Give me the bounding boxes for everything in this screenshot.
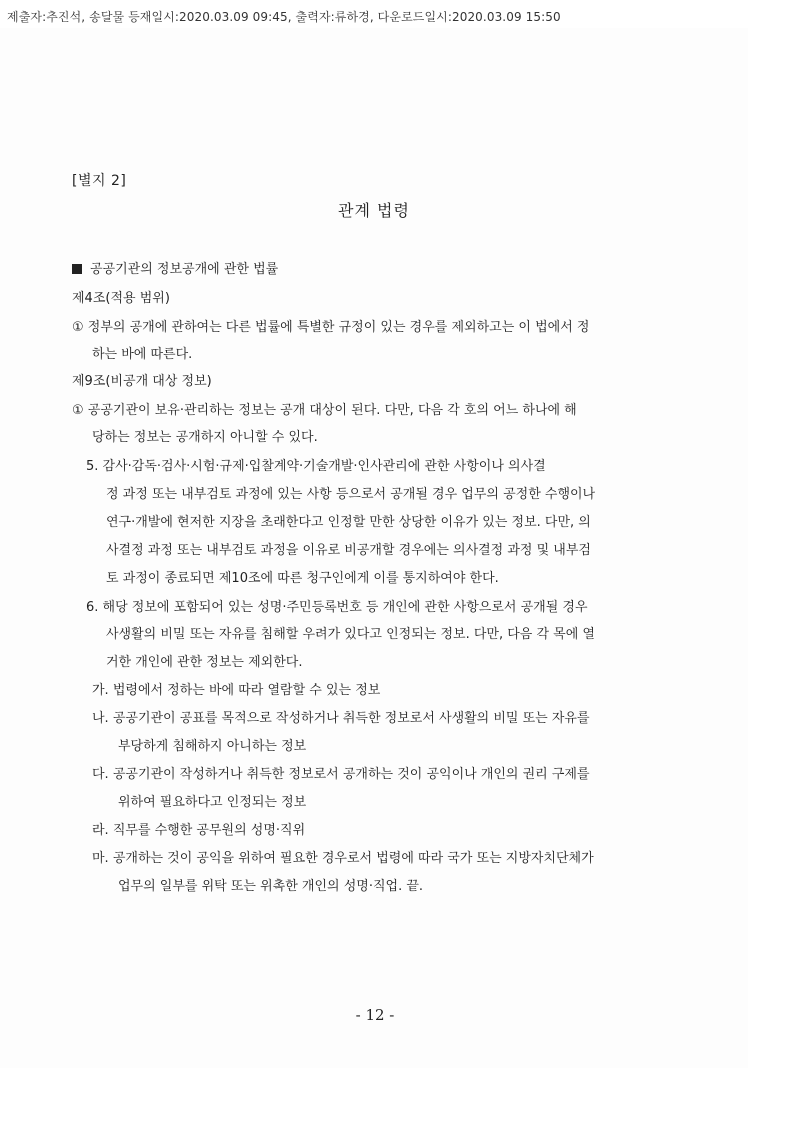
item-line: 5. 감사·감독·검사·시험·규제·입찰계약·기술개발·인사관리에 관한 사항이나 의사결 <box>86 459 546 474</box>
item-line: 토 과정이 종료되면 제10조에 따른 청구인에게 이를 통지하여야 한다. <box>106 571 499 586</box>
paragraph-line: 당하는 정보는 공개하지 아니할 수 있다. <box>92 430 318 445</box>
section-heading <box>72 258 278 277</box>
item-line: 거한 개인에 관한 정보는 제외한다. <box>106 655 303 670</box>
paragraph-line: 하는 바에 따른다. <box>92 347 193 362</box>
subitem-line: 라. 직무를 수행한 공무원의 성명·직위 <box>92 823 306 838</box>
black-square-bullet-icon <box>72 264 82 274</box>
print-metadata-header: 제출자:추진석, 송달물 등재일시:2020.03.09 09:45, 출력자:류하경, 다운로드일시:2020.03.09 15:50 <box>7 10 561 24</box>
item-line: 연구·개발에 현저한 지장을 초래한다고 인정할 만한 상당한 이유가 있는 정보. 다만, 의 <box>106 515 591 530</box>
article-heading: 제4조(적용 범위) <box>72 291 170 306</box>
item-line: 사생활의 비밀 또는 자유를 침해할 우려가 있다고 인정되는 정보. 다만, 다음 각 목에 열 <box>106 627 595 642</box>
section-heading-text: 공공기관의 정보공개에 관한 법률 <box>90 262 279 277</box>
item-line: 사결정 과정 또는 내부검토 과정을 이유로 비공개할 경우에는 의사결정 과정 및 내부검 <box>106 543 591 558</box>
page-number: - 12 - <box>355 1006 395 1024</box>
subitem-line: 가. 법령에서 정하는 바에 따라 열람할 수 있는 정보 <box>92 683 381 698</box>
document-title: 관계 법령 <box>338 201 410 220</box>
article-heading: 제9조(비공개 대상 정보) <box>72 374 212 389</box>
paragraph-line: ① 공공기관이 보유·관리하는 정보는 공개 대상이 된다. 다만, 다음 각 호의 어느 하나에 해 <box>72 403 577 418</box>
item-line: 6. 해당 정보에 포함되어 있는 성명·주민등록번호 등 개인에 관한 사항으로서 공개될 경우 <box>86 600 588 615</box>
item-line: 정 과정 또는 내부검토 과정에 있는 사항 등으로서 공개될 경우 업무의 공정한 수행이나 <box>106 487 596 502</box>
subitem-line: 부당하게 침해하지 아니하는 정보 <box>118 739 307 754</box>
annex-label: [별지 2] <box>72 173 127 189</box>
subitem-line: 나. 공공기관이 공표를 목적으로 작성하거나 취득한 정보로서 사생활의 비밀 또는 자유를 <box>92 711 590 726</box>
subitem-line: 위하여 필요하다고 인정되는 정보 <box>118 795 307 810</box>
subitem-line: 다. 공공기관이 작성하거나 취득한 정보로서 공개하는 것이 공익이나 개인의 권리 구제를 <box>92 767 590 782</box>
paragraph-line: ① 정부의 공개에 관하여는 다른 법률에 특별한 규정이 있는 경우를 제외하고는 이 법에서 정 <box>72 320 590 335</box>
subitem-line: 마. 공개하는 것이 공익을 위하여 필요한 경우로서 법령에 따라 국가 또는 지방자치단체가 <box>92 851 594 866</box>
subitem-line: 업무의 일부를 위탁 또는 위촉한 개인의 성명·직업. 끝. <box>118 879 424 894</box>
